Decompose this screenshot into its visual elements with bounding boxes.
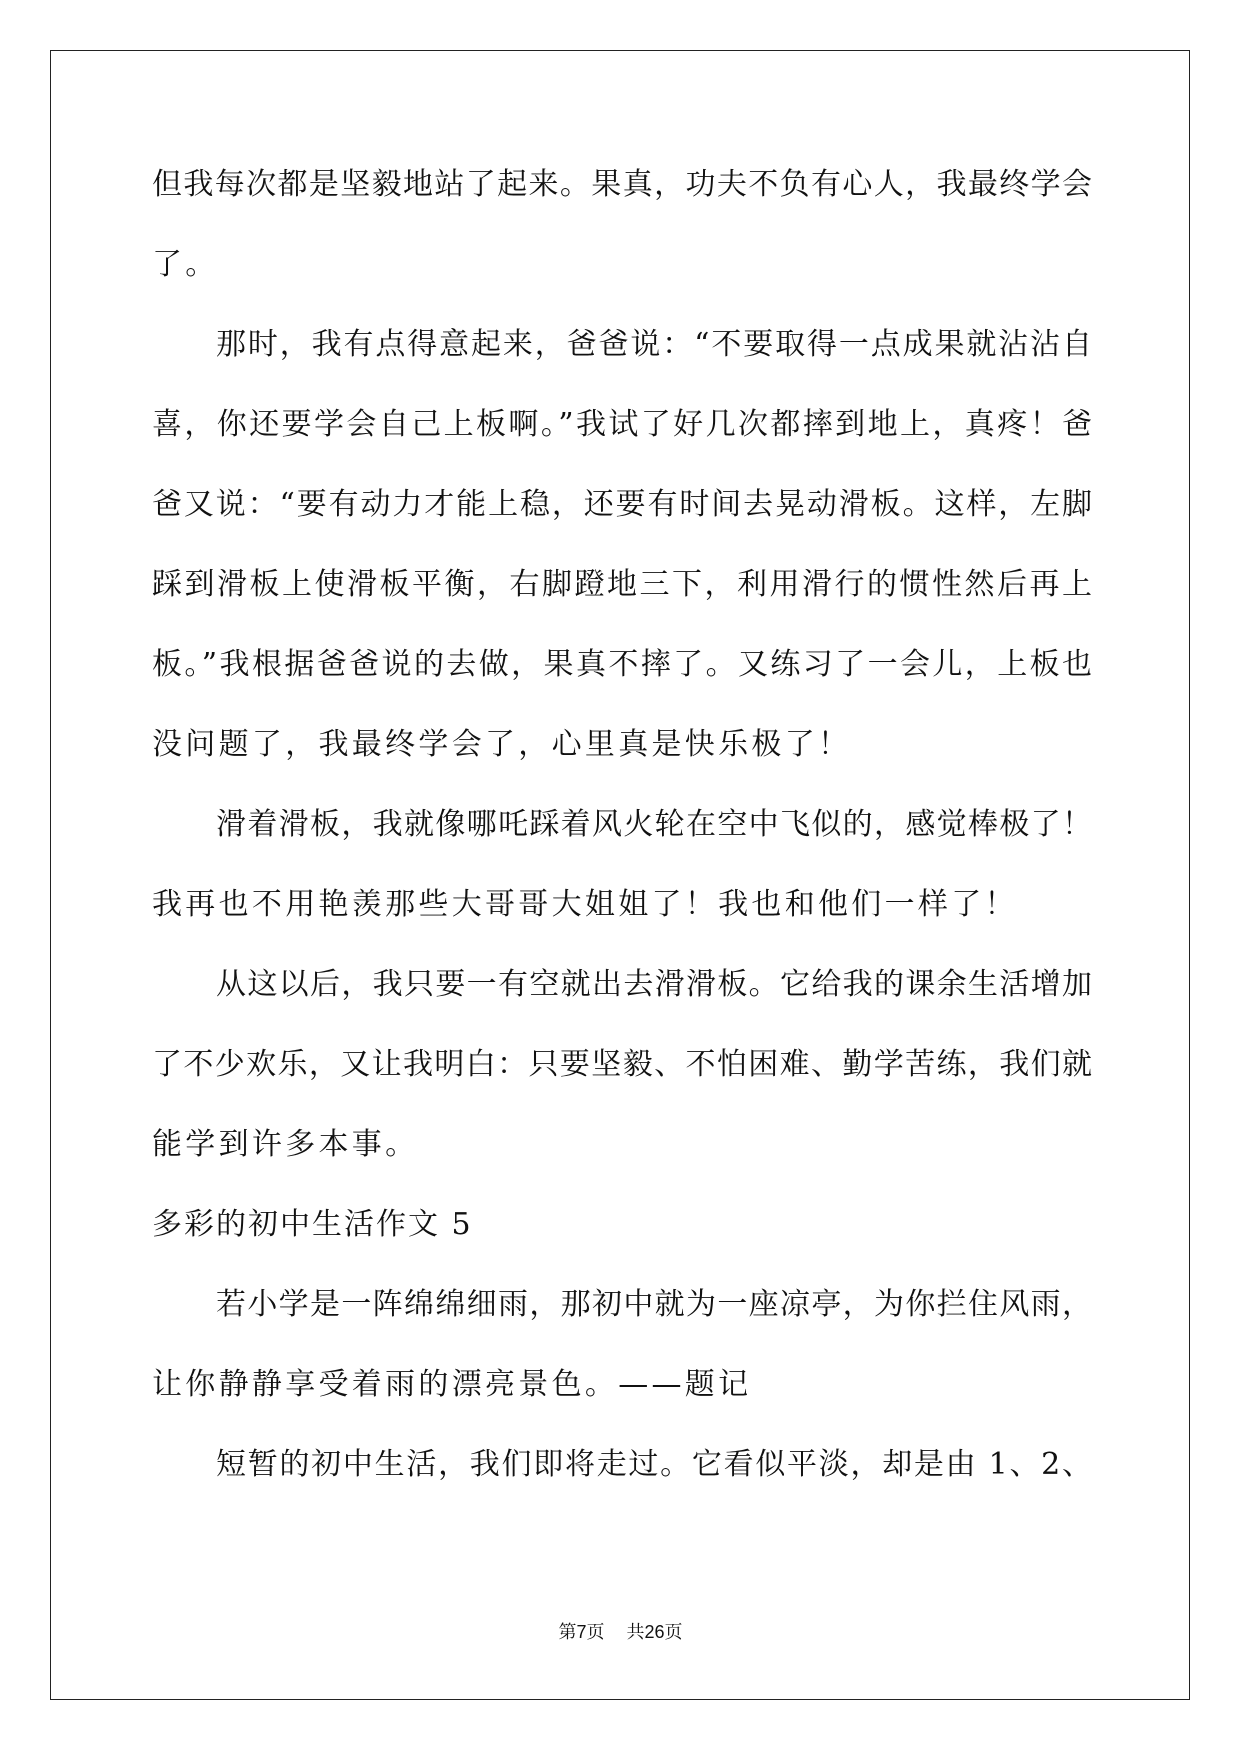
text-line: 我再也不用艳羡那些大哥哥大姐姐了！我也和他们一样了！: [152, 887, 1018, 922]
paragraph-start-line: 短暂的初中生活，我们即将走过。它看似平淡，却是由 1、2、: [216, 1447, 1092, 1482]
text-line: 了。: [152, 247, 219, 282]
text-line: 踩到滑板上使滑板平衡，右脚蹬地三下，利用滑行的惯性然后再上: [152, 567, 1092, 602]
text-line: 板。”我根据爸爸说的去做，果真不摔了。又练习了一会儿，上板也: [152, 647, 1092, 682]
page-label-prefix: 第: [558, 1622, 577, 1643]
text-line: 能学到许多本事。: [152, 1127, 419, 1162]
paragraph-start-line: 滑着滑板，我就像哪吒踩着风火轮在空中飞似的，感觉棒极了！: [216, 807, 1092, 842]
text-line: 让你静静享受着雨的漂亮景色。——题记: [152, 1367, 752, 1402]
text-line: 但我每次都是坚毅地站了起来。果真，功夫不负有心人，我最终学会: [152, 167, 1092, 202]
text-line: 喜，你还要学会自己上板啊。”我试了好几次都摔到地上，真疼！爸: [152, 407, 1092, 442]
total-label-prefix: 共: [626, 1622, 645, 1643]
page-footer: [0, 1618, 1241, 1644]
paragraph-start-line: 那时，我有点得意起来，爸爸说：“不要取得一点成果就沾沾自: [216, 327, 1092, 362]
page-label-suffix: 页: [586, 1622, 605, 1643]
document-body: [152, 160, 1092, 1520]
page-number: 7: [576, 1622, 587, 1642]
total-pages: 26: [644, 1622, 665, 1642]
text-line: 了不少欢乐，又让我明白：只要坚毅、不怕困难、勤学苦练，我们就: [152, 1047, 1092, 1082]
text-line: 爸又说：“要有动力才能上稳，还要有时间去晃动滑板。这样，左脚: [152, 487, 1092, 522]
paragraph-start-line: 从这以后，我只要一有空就出去滑滑板。它给我的课余生活增加: [216, 967, 1092, 1002]
total-label-suffix: 页: [664, 1622, 683, 1643]
paragraph-start-line: 若小学是一阵绵绵细雨，那初中就为一座凉亭，为你拦住风雨，: [216, 1287, 1092, 1322]
section-heading: 多彩的初中生活作文 5: [152, 1207, 473, 1242]
text-line: 没问题了，我最终学会了，心里真是快乐极了！: [152, 727, 852, 762]
